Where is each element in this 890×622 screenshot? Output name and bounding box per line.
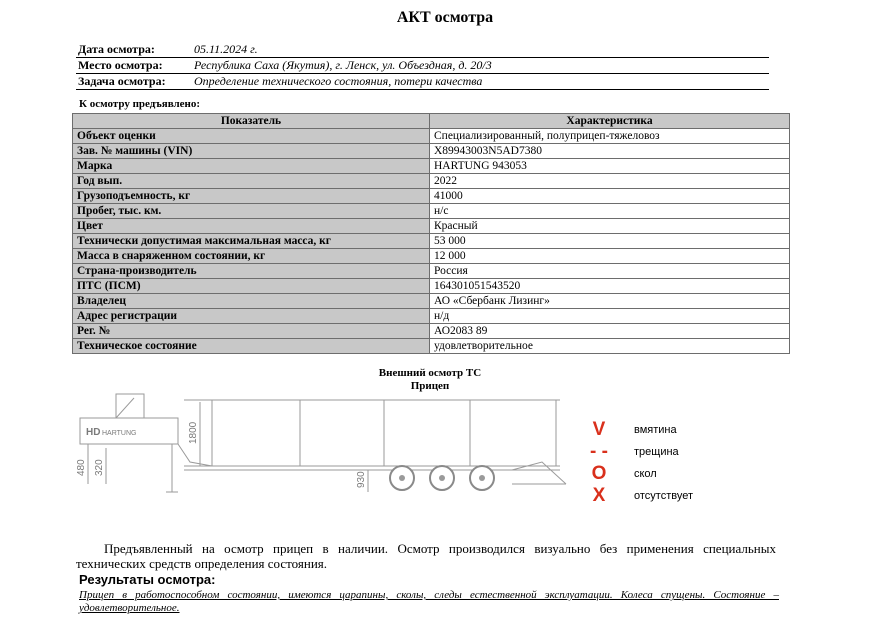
table-row [73,144,790,159]
column-header: Характеристика [430,114,790,129]
page-title: АКТ осмотра [396,9,494,26]
inspection-subtitle: Прицеп [410,380,450,392]
row-label: Рег. № [73,324,430,339]
row-value: удовлетворительное [430,339,790,354]
info-row-task [76,74,769,90]
row-value: Россия [430,264,790,279]
row-label: ПТС (ПСМ) [73,279,430,294]
table-row [73,264,790,279]
row-value: АО2083 89 [430,324,790,339]
wheel-hub [479,475,485,481]
neck-slope [178,444,212,466]
brand-label: HARTUNG [102,430,137,437]
table-row [73,129,790,144]
legend-label: отсутствует [634,490,694,502]
row-label: Цвет [73,219,430,234]
table-header-row [73,114,790,129]
tower-strut [116,398,134,418]
row-value: 41000 [430,189,790,204]
table-row [73,324,790,339]
table-row [73,279,790,294]
info-value: 05.11.2024 г. [194,42,258,56]
table-row [73,219,790,234]
column-header: Показатель [73,114,430,129]
table-row [73,339,790,354]
table-row [73,309,790,324]
logo-mark: HD [86,427,101,438]
dim-label-930: 930 [356,471,367,488]
row-value: 2022 [430,174,790,189]
row-label: Год вып. [73,174,430,189]
wheel-hub [399,475,405,481]
table-row [73,294,790,309]
info-value: Республика Саха (Якутия), г. Ленск, ул. Объездная, д. 20/3 [194,58,492,72]
row-value: н/с [430,204,790,219]
row-label: Зав. № машины (VIN) [73,144,430,159]
results-title: Результаты осмотра: [79,572,216,587]
row-value: 53 000 [430,234,790,249]
trailer-drawing [72,388,572,500]
presentation-paragraph: Предъявленный на осмотр прицеп в наличии. Осмотр производился визуально без применения специальных технических средств определения состояния. [76,541,776,571]
legend-label: трещина [634,446,679,458]
legend-label: вмятина [634,424,677,436]
gooseneck-tower [116,394,144,418]
info-label: Место осмотра: [78,58,163,72]
row-value: X89943003N5AD7380 [430,144,790,159]
row-label: Техническое состояние [73,339,430,354]
row-value: 12 000 [430,249,790,264]
row-value: Красный [430,219,790,234]
dim-label-320: 320 [94,459,105,476]
inspection-title: Внешний осмотр ТС [378,367,482,379]
missing-symbol-icon: X [592,485,606,506]
rear-ramp [512,462,566,484]
presented-label: К осмотру предъявлено: [79,98,201,110]
table-row [73,159,790,174]
table-row [73,174,790,189]
row-value: Специализированный, полуприцеп-тяжеловоз [430,129,790,144]
row-value: HARTUNG 943053 [430,159,790,174]
table-row [73,204,790,219]
row-label: Технически допустимая максимальная масса, кг [73,234,430,249]
info-label: Дата осмотра: [78,42,155,56]
row-label: Грузоподъемность, кг [73,189,430,204]
row-value: 164301051543520 [430,279,790,294]
table-row [73,234,790,249]
legend-label: скол [634,468,657,480]
dent-symbol-icon: V [592,419,606,440]
row-label: Владелец [73,294,430,309]
row-label: Марка [73,159,430,174]
characteristics-table [72,113,790,354]
table-row [73,189,790,204]
row-label: Масса в снаряженном состоянии, кг [73,249,430,264]
chip-symbol-icon: O [591,463,607,484]
dim-label-1800: 1800 [188,421,199,444]
results-text: Прицеп в работоспособном состоянии, имеются царапины, сколы, следы естественной эксплуатации. Колеса спущены. Состояние – удовлетворительное. [79,589,779,614]
row-label: Страна-производитель [73,264,430,279]
row-label: Пробег, тыс. км. [73,204,430,219]
wheel-hub [439,475,445,481]
table-row [73,249,790,264]
crack-symbol-icon: - - [590,441,608,462]
row-label: Объект оценки [73,129,430,144]
info-row-date [76,42,769,58]
row-value: АО «Сбербанк Лизинг» [430,294,790,309]
info-row-place [76,58,769,74]
row-value: н/д [430,309,790,324]
dim-label-480: 480 [76,459,87,476]
info-value: Определение технического состояния, потери качества [194,74,483,88]
info-label: Задача осмотра: [78,74,166,88]
row-label: Адрес регистрации [73,309,430,324]
